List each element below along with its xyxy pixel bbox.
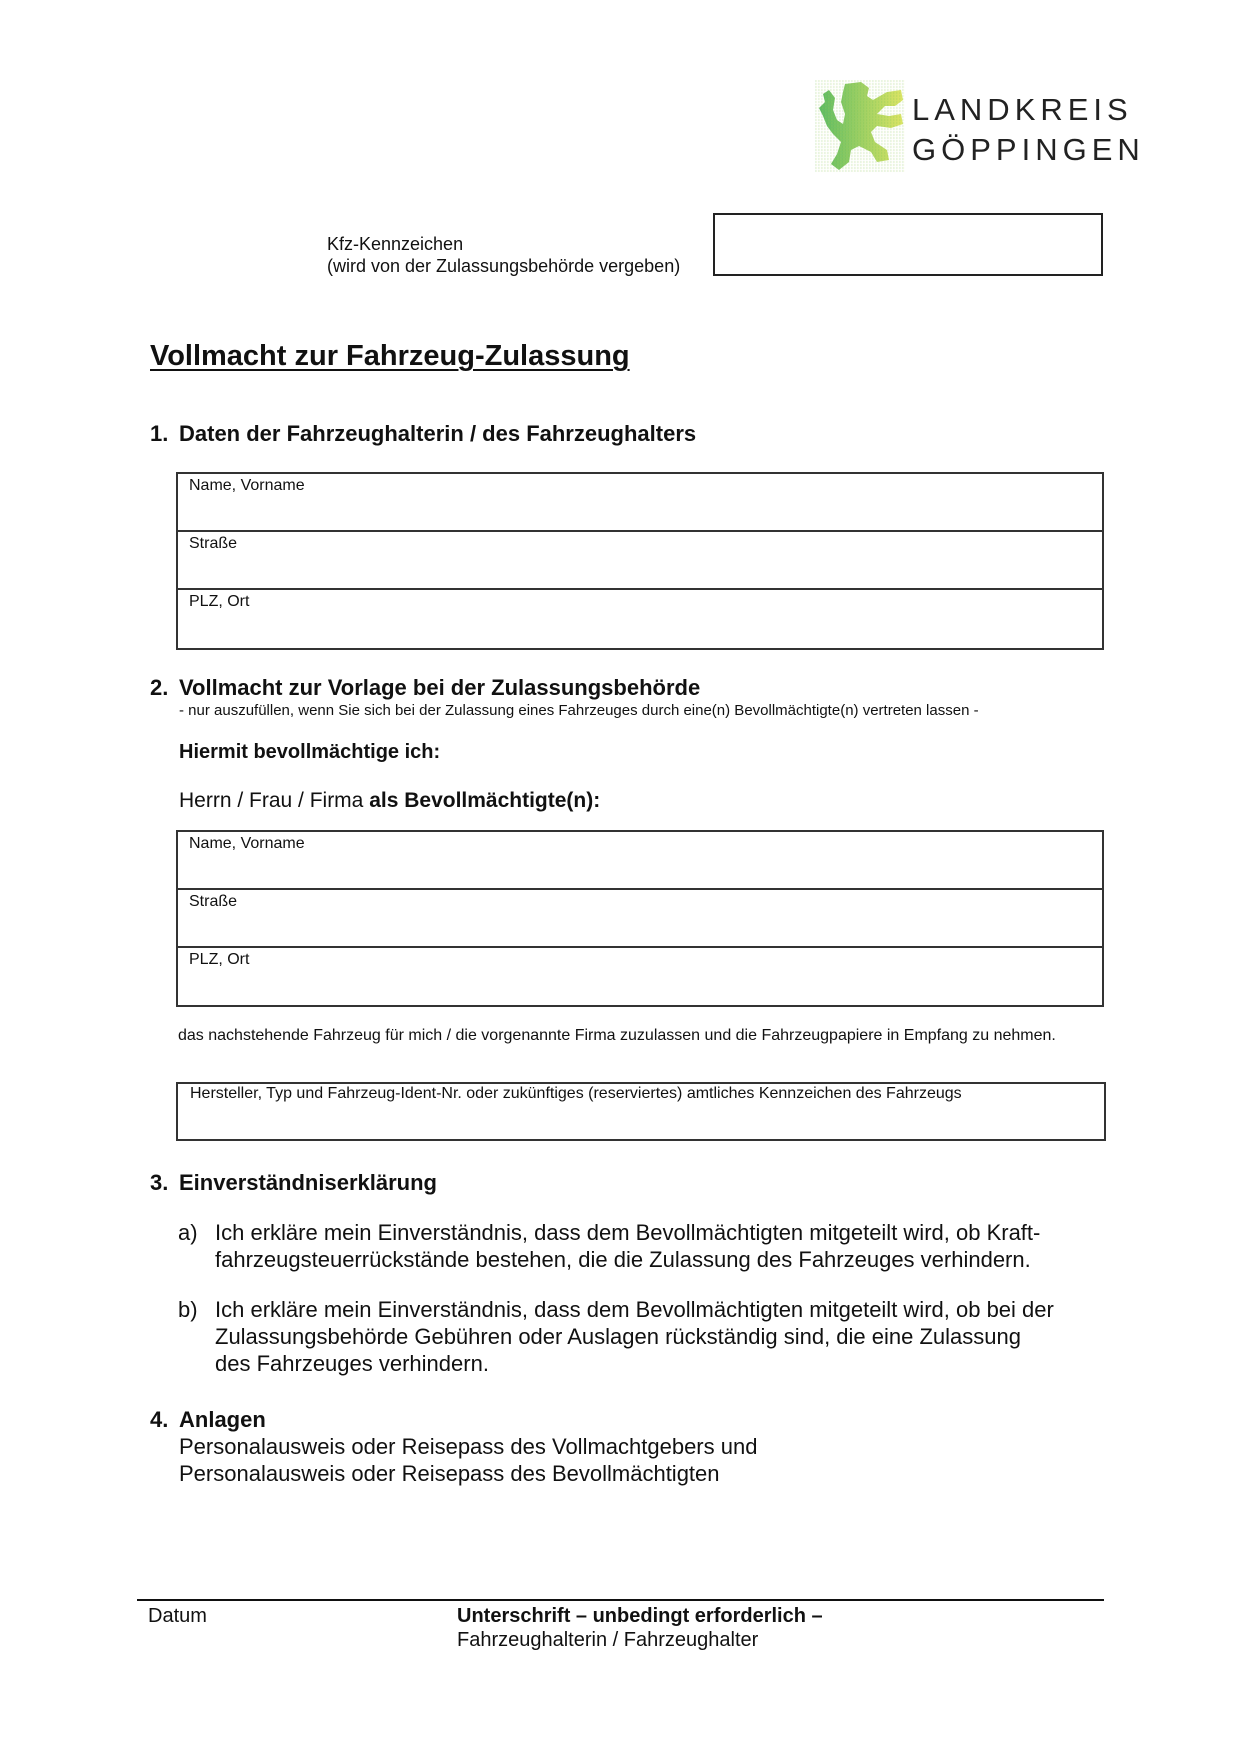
section-3-title: Einverständniserklärung [179,1170,437,1195]
section-3-heading [150,1170,437,1196]
authorize-statement: Hiermit bevollmächtige ich: [179,741,441,763]
section-2-heading [150,675,700,701]
recipient-prefix: Herrn / Frau / Firma [179,789,364,812]
proxy-city-input[interactable] [188,974,1092,1002]
proxy-street-row[interactable] [178,890,1102,948]
proxy-city-label: PLZ, Ort [189,951,250,968]
landkreis-logo [815,80,905,172]
proxy-data-form [176,830,1104,1007]
vehicle-field[interactable] [176,1082,1106,1141]
section-1-number: 1. [150,421,169,446]
holder-street-row[interactable] [178,532,1102,590]
proxy-street-input[interactable] [188,914,1092,942]
consent-item-b-line: Zulassungsbehörde Gebühren oder Auslagen rückständig sind, die eine Zulassung [215,1324,1021,1349]
section-3-number: 3. [150,1170,169,1195]
consent-item-a-marker: a) [178,1220,198,1245]
section-4-heading [150,1407,757,1433]
consent-item-a-line: fahrzeugsteuerrückstände bestehen, die die Zulassung des Fahrzeuges verhindern. [215,1247,1031,1272]
consent-item-b-marker: b) [178,1297,198,1322]
section-4-title: Anlagen [179,1407,266,1432]
proxy-name-row[interactable] [178,832,1102,890]
holder-data-form [176,472,1104,650]
kfz-field[interactable] [713,213,1103,276]
logo-line-2: GÖPPINGEN [912,132,1145,167]
logo-line-1: LANDKREIS [912,92,1133,127]
consent-item-b-line: Ich erkläre mein Einverständnis, dass dem Bevollmächtigten mitgeteilt wird, ob bei der [215,1297,1054,1322]
holder-city-input[interactable] [188,616,1092,644]
vehicle-field-input[interactable] [188,1107,1094,1135]
consent-item-b [178,1296,1108,1377]
holder-city-row[interactable] [178,590,1102,648]
holder-name-row[interactable] [178,474,1102,532]
kfz-input[interactable] [725,231,1091,261]
proxy-name-input[interactable] [188,856,1092,884]
kfz-label [327,233,680,277]
attachments-list [179,1433,757,1487]
section-1-heading [150,421,696,447]
section-2-note: - nur auszufüllen, wenn Sie sich bei der Zulassung eines Fahrzeuges durch eine(n) Bevollmächtigte(n) vertreten lassen - [179,702,979,719]
date-label: Datum [148,1605,207,1627]
section-4 [150,1407,757,1487]
holder-name-input[interactable] [188,498,1092,526]
section-4-number: 4. [150,1407,169,1432]
signature-label: Unterschrift – unbedingt erforderlich – [457,1605,823,1627]
holder-city-label: PLZ, Ort [189,593,250,610]
attachment-line: Personalausweis oder Reisepass des Vollmachtgebers und [179,1434,758,1459]
consent-item-a-line: Ich erkläre mein Einverständnis, dass dem Bevollmächtigten mitgeteilt wird, ob Kraft- [215,1220,1041,1245]
consent-item-b-line: des Fahrzeuges verhindern. [215,1351,489,1376]
section-2-title: Vollmacht zur Vorlage bei der Zulassungsbehörde [179,675,701,700]
signature-line [137,1599,1104,1601]
holder-street-input[interactable] [188,556,1092,584]
holder-street-label: Straße [189,535,238,552]
proxy-name-label: Name, Vorname [189,835,305,852]
lion-icon [815,80,905,172]
consent-item-a [178,1219,1108,1273]
authorization-purpose: das nachstehende Fahrzeug für mich / die vorgenannte Firma zuzulassen und die Fahrzeugpapiere in Empfang zu nehmen. [178,1027,1056,1044]
page-title: Vollmacht zur Fahrzeug-Zulassung [150,340,630,372]
section-1-title: Daten der Fahrzeughalterin / des Fahrzeughalters [179,421,697,446]
kfz-label-line-1: Kfz-Kennzeichen [327,234,464,254]
vehicle-field-label: Hersteller, Typ und Fahrzeug-Ident-Nr. oder zukünftiges (reserviertes) amtliches Kennzeichen des Fahrzeugs [190,1085,962,1102]
kfz-label-line-2: (wird von der Zulassungsbehörde vergeben) [327,256,681,276]
holder-name-label: Name, Vorname [189,477,305,494]
proxy-street-label: Straße [189,893,238,910]
signature-label-block [457,1604,823,1652]
logo-wordmark [912,90,1145,170]
attachment-line: Personalausweis oder Reisepass des Bevollmächtigten [179,1461,720,1486]
section-2-number: 2. [150,675,169,700]
recipient-bold: als Bevollmächtigte(n): [369,789,601,812]
signature-sublabel: Fahrzeughalterin / Fahrzeughalter [457,1629,759,1651]
recipient-line [179,789,600,813]
proxy-city-row[interactable] [178,948,1102,1006]
